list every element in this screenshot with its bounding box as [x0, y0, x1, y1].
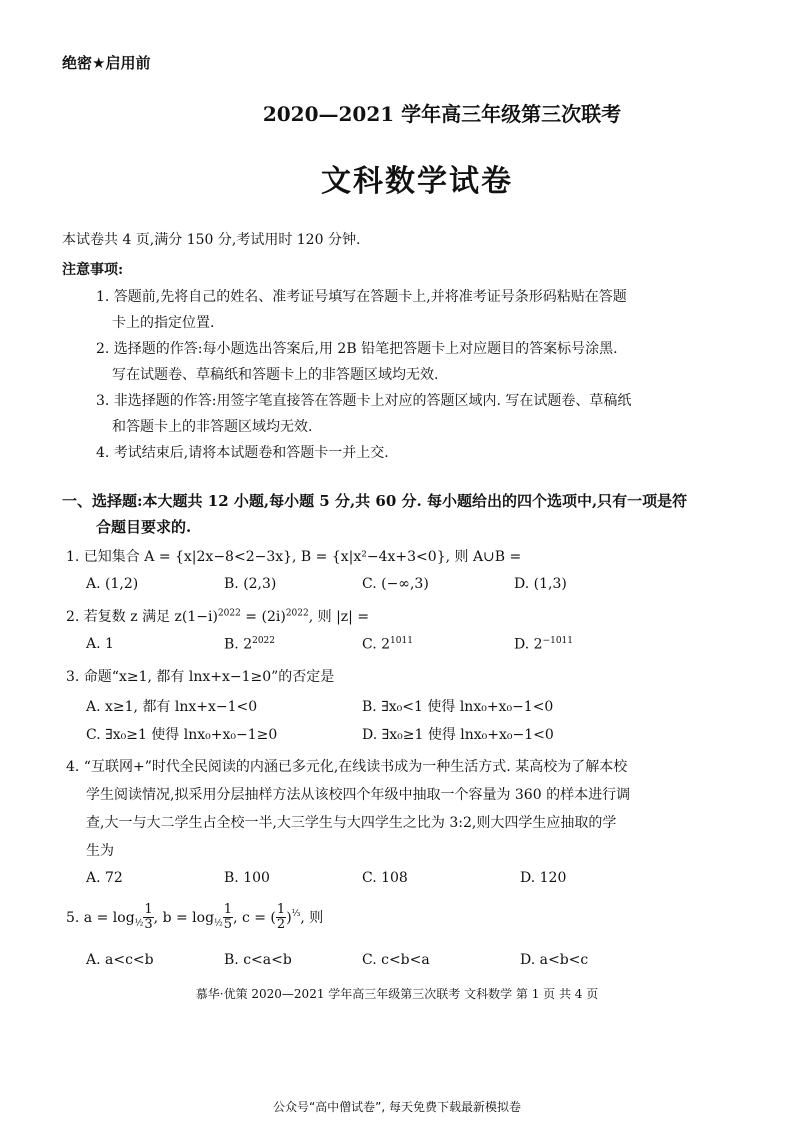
- q5-option-c: C. c<b<a: [362, 952, 430, 968]
- note-line: 卡上的指定位置.: [112, 315, 215, 331]
- q1-option-d: D. (1,3): [514, 576, 567, 592]
- question-4-line: 学生阅读情况,拟采用分层抽样方法从该校四个年级中抽取一个容量为 360 的样本进行调: [86, 787, 631, 803]
- exam-info: 本试卷共 4 页,满分 150 分,考试用时 120 分钟.: [62, 232, 361, 248]
- q5-option-b: B. c<a<b: [224, 952, 292, 968]
- q2-option-c-exp: 1011: [390, 636, 413, 646]
- q5-fraction: [276, 903, 286, 933]
- q3-option-d: D. ∃x₀≥1 使得 lnx₀+x₀−1<0: [362, 727, 554, 743]
- section-heading: 一、选择题:本大题共 12 小题,每小题 5 分,共 60 分. 每小题给出的四个选项中,只有一项是符: [62, 492, 688, 510]
- question-4-line: 生为: [86, 843, 114, 859]
- q2-option-c: [362, 636, 413, 653]
- fraction-numerator: 1: [276, 902, 286, 917]
- q5-text: , 则: [300, 909, 324, 926]
- note-line: 1. 答题前,先将自己的姓名、准考证号填写在答题卡上,并将准考证号条形码粘贴在答题: [96, 289, 627, 305]
- question-3: 3. 命题“x≥1, 都有 lnx+x−1≥0”的否定是: [66, 669, 335, 685]
- q5-option-a: A. a<c<b: [86, 952, 154, 968]
- q5-text: , c = (: [233, 909, 276, 926]
- exam-title: 2020—2021 学年高三年级第三次联考: [262, 102, 622, 126]
- q5-text: 5. a = log: [66, 909, 135, 926]
- q2-exponent: 2022: [285, 608, 309, 619]
- note-line: 和答题卡上的非答题区域均无效.: [112, 419, 313, 435]
- q5-log-base: ½: [134, 918, 144, 929]
- page-footer: 慕华·优策 2020—2021 学年高三年级第三次联考 文科数学 第 1 页 共 4 页: [195, 987, 599, 1001]
- question-4-line: 查,大一与大二学生占全校一半,大三学生与大四学生之比为 3:2,则大四学生应抽取的学: [86, 815, 617, 831]
- q4-option-b: B. 100: [224, 870, 270, 886]
- q4-option-a: A. 72: [86, 870, 123, 886]
- question-4-line: 4. “互联网+”时代全民阅读的内涵已多元化,在线读书成为一种生活方式. 某高校为了解本校: [66, 759, 628, 775]
- fraction-numerator: 1: [223, 902, 233, 917]
- q5-fraction: [143, 903, 153, 933]
- question-1: 1. 已知集合 A = {x|2x−8<2−3x}, B = {x|x²−4x+3<0}, 则 A∪B =: [66, 549, 522, 565]
- q2-option-d-base: D. 2: [514, 636, 543, 653]
- promo-watermark: 公众号“高中僧试卷”, 每天免费下载最新模拟卷: [272, 1100, 522, 1114]
- question-2: [66, 606, 369, 626]
- q3-option-a: A. x≥1, 都有 lnx+x−1<0: [86, 699, 258, 715]
- question-5: [66, 903, 323, 933]
- notes-heading: 注意事项:: [62, 262, 124, 278]
- q2-text: = (2i): [240, 609, 286, 625]
- note-line: 3. 非选择题的作答:用签字笔直接答在答题卡上对应的答题区域内. 写在试题卷、草稿纸: [96, 393, 632, 409]
- q3-option-c: C. ∃x₀≥1 使得 lnx₀+x₀−1≥0: [86, 727, 278, 743]
- q5-exponent: ⅓: [291, 909, 301, 920]
- q5-text: , b = log: [153, 909, 215, 926]
- q1-option-b: B. (2,3): [224, 576, 277, 592]
- q4-option-c: C. 108: [362, 870, 408, 886]
- q1-option-c: C. (−∞,3): [362, 576, 429, 592]
- q2-text: , 则 |z| =: [308, 609, 370, 625]
- q2-text: 2. 若复数 z 满足 z(1−i): [66, 609, 218, 625]
- note-line: 写在试题卷、草稿纸和答题卡上的非答题区域均无效.: [112, 367, 439, 383]
- q2-option-c-base: C. 2: [362, 636, 391, 653]
- note-line: 4. 考试结束后,请将本试题卷和答题卡一并上交.: [96, 445, 389, 461]
- q5-text: ): [286, 909, 292, 926]
- q5-log-base: ½: [214, 918, 223, 929]
- fraction-numerator: 1: [144, 902, 153, 917]
- q1-option-a: A. (1,2): [86, 576, 139, 592]
- q3-option-b: B. ∃x₀<1 使得 lnx₀+x₀−1<0: [362, 699, 554, 715]
- fraction-denominator: 2: [276, 917, 286, 933]
- q4-option-d: D. 120: [520, 870, 567, 886]
- q2-option-a: A. 1: [86, 636, 114, 652]
- q2-option-b: [224, 636, 275, 653]
- note-line: 2. 选择题的作答:每小题选出答案后,用 2B 铅笔把答题卡上对应题目的答案标号涂黑.: [96, 341, 618, 357]
- subject-title: 文科数学试卷: [321, 164, 513, 199]
- q2-option-b-exp: 2022: [252, 636, 276, 646]
- q2-option-b-base: B. 2: [224, 636, 253, 653]
- fraction-denominator: 5: [223, 917, 233, 933]
- q5-option-d: D. a<b<c: [520, 952, 589, 968]
- q2-option-d: [514, 636, 573, 653]
- confidential-mark: 绝密★启用前: [62, 54, 151, 72]
- q2-exponent: 2022: [217, 608, 241, 619]
- q5-fraction: [223, 903, 233, 933]
- fraction-denominator: 3: [144, 917, 153, 933]
- q2-option-d-exp: −1011: [542, 636, 573, 646]
- section-heading-cont: 合题目要求的.: [96, 518, 192, 536]
